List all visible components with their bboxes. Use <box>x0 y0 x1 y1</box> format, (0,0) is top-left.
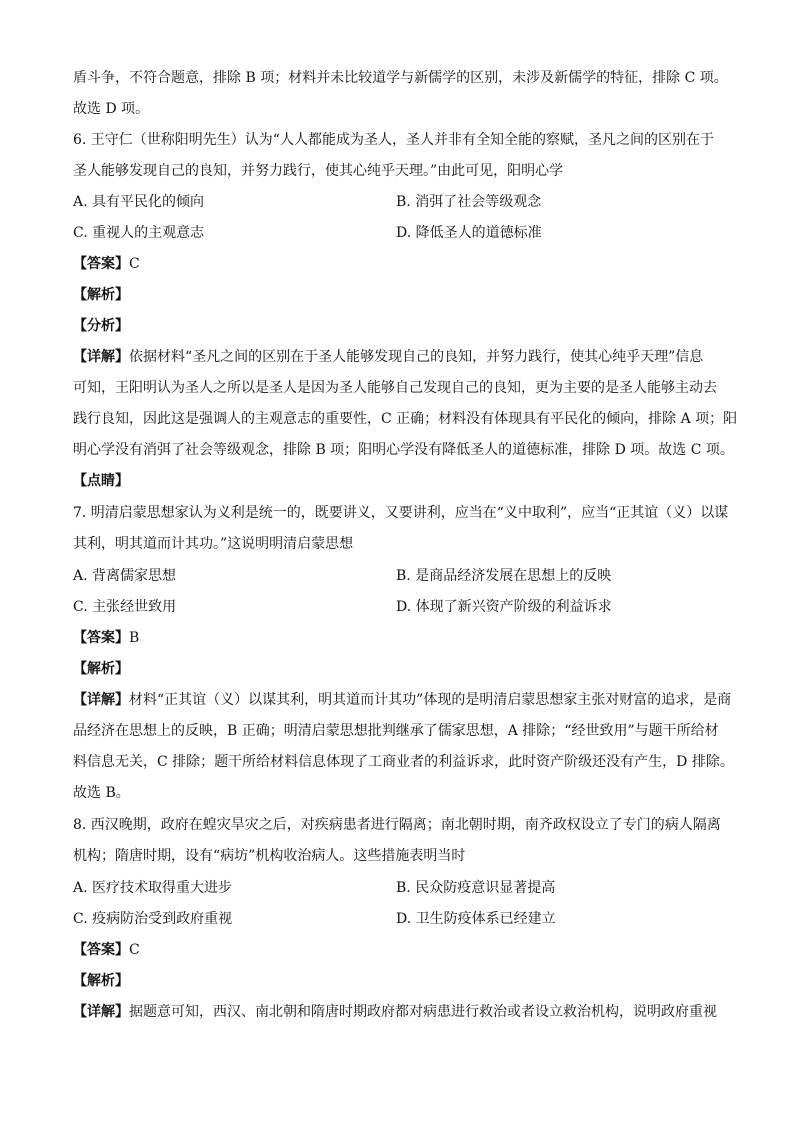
detail-label: 【详解】 <box>73 692 129 708</box>
answer-label: 【答案】 <box>73 942 129 958</box>
q6-analysis-label: 【解析】 <box>73 287 129 303</box>
q6-stem-line-1: 6. 王守仁（世称阳明先生）认为“人人都能成为圣人，圣人并非有全知全能的察赋，圣凡之间的区别在于 <box>73 132 714 148</box>
detail-label: 【详解】 <box>73 349 129 365</box>
q8-analysis-label: 【解析】 <box>73 973 129 989</box>
q6-dianjing-label: 【点睛】 <box>73 473 129 489</box>
q6-detail-line-4: 明心学没有消弭了社会等级观念，排除 B 项；阳明心学没有降低圣人的道德标准，排除 D 项。故选 C 项。 <box>73 442 734 458</box>
q7-option-b: B. 是商品经济发展在思想上的反映 <box>396 568 612 584</box>
detail-label: 【详解】 <box>73 1004 129 1020</box>
q8-detail-line-1 <box>73 1003 717 1021</box>
q5-conclusion-line: 故选 D 项。 <box>73 101 150 117</box>
q6-stem-line-2: 圣人能够发现自己的良知，并努力践行，使其心纯乎天理。”由此可见，阳明心学 <box>73 163 564 179</box>
answer-value: C <box>129 942 140 958</box>
q6-answer <box>73 255 140 273</box>
q7-option-c: C. 主张经世致用 <box>73 599 177 615</box>
q6-option-b: B. 消弭了社会等级观念 <box>396 194 542 210</box>
q6-option-d: D. 降低圣人的道德标准 <box>396 225 542 241</box>
q8-stem-line-1: 8. 西汉晚期，政府在蝗灾旱灾之后，对疾病患者进行隔离；南北朝时期，南齐政权设立了专门的病人隔离 <box>73 817 721 833</box>
q7-detail-line-3: 料信息无关，C 排除；题干所给材料信息体现了工商业者的利益诉求，此时资产阶级还没有产生，D 排除。 <box>73 754 734 770</box>
q8-option-a: A. 医疗技术取得重大进步 <box>73 880 233 896</box>
q8-stem-line-2: 机构；隋唐时期，设有“病坊”机构收治病人。这些措施表明当时 <box>73 848 466 864</box>
detail-text: 材料“正其谊（义）以谋其利，明其道而计其功”体现的是明清启蒙思想家主张对财富的追求，是商 <box>129 692 732 708</box>
q8-option-b: B. 民众防疫意识显著提高 <box>396 880 556 896</box>
q6-fenxi-label: 【分析】 <box>73 318 129 334</box>
q8-answer <box>73 941 140 959</box>
q7-stem-line-1: 7. 明清启蒙思想家认为义利是统一的，既要讲义，又要讲利，应当在“义中取利”，应当“正其谊（义）以谋 <box>73 505 729 521</box>
q6-detail-line-1 <box>73 348 703 366</box>
q7-stem-line-2: 其利，明其道而计其功。”这说明明清启蒙思想 <box>73 536 354 552</box>
q5-explanation-line: 盾斗争，不符合题意，排除 B 项；材料并未比较道学与新儒学的区别，未涉及新儒学的特征，排除 C 项。 <box>73 70 728 86</box>
q7-option-d: D. 体现了新兴资产阶级的利益诉求 <box>396 599 612 615</box>
q7-option-a: A. 背离儒家思想 <box>73 568 177 584</box>
q6-option-a: A. 具有平民化的倾向 <box>73 194 205 210</box>
q6-detail-line-2: 可知，王阳明认为圣人之所以是圣人是因为圣人能够自己发现自己的良知，更为主要的是圣人能够主动去 <box>73 380 717 396</box>
q8-option-c: C. 疫病防治受到政府重视 <box>73 911 233 927</box>
answer-label: 【答案】 <box>73 630 129 646</box>
q7-answer <box>73 629 139 647</box>
detail-text: 据题意可知，西汉、南北朝和隋唐时期政府都对病患进行救治或者设立救治机构，说明政府重视 <box>129 1004 717 1020</box>
q6-option-c: C. 重视人的主观意志 <box>73 225 205 241</box>
q6-detail-line-3: 践行良知，因此这是强调人的主观意志的重要性，C 正确；材料没有体现具有平民化的倾向，排除 A 项；阳 <box>73 411 738 427</box>
q7-detail-line-4: 故选 B。 <box>73 785 130 801</box>
q7-detail-line-1 <box>73 691 731 709</box>
detail-text: 依据材料“圣凡之间的区别在于圣人能够发现自己的良知，并努力践行，使其心纯乎天理”信息 <box>129 349 704 365</box>
answer-value: B <box>129 630 140 646</box>
answer-label: 【答案】 <box>73 256 129 272</box>
answer-value: C <box>129 256 140 272</box>
q8-option-d: D. 卫生防疫体系已经建立 <box>396 911 556 927</box>
q7-analysis-label: 【解析】 <box>73 661 129 677</box>
q7-detail-line-2: 品经济在思想上的反映，B 正确；明清启蒙思想批判继承了儒家思想，A 排除；“经世致用”与题干所给材 <box>73 723 719 739</box>
